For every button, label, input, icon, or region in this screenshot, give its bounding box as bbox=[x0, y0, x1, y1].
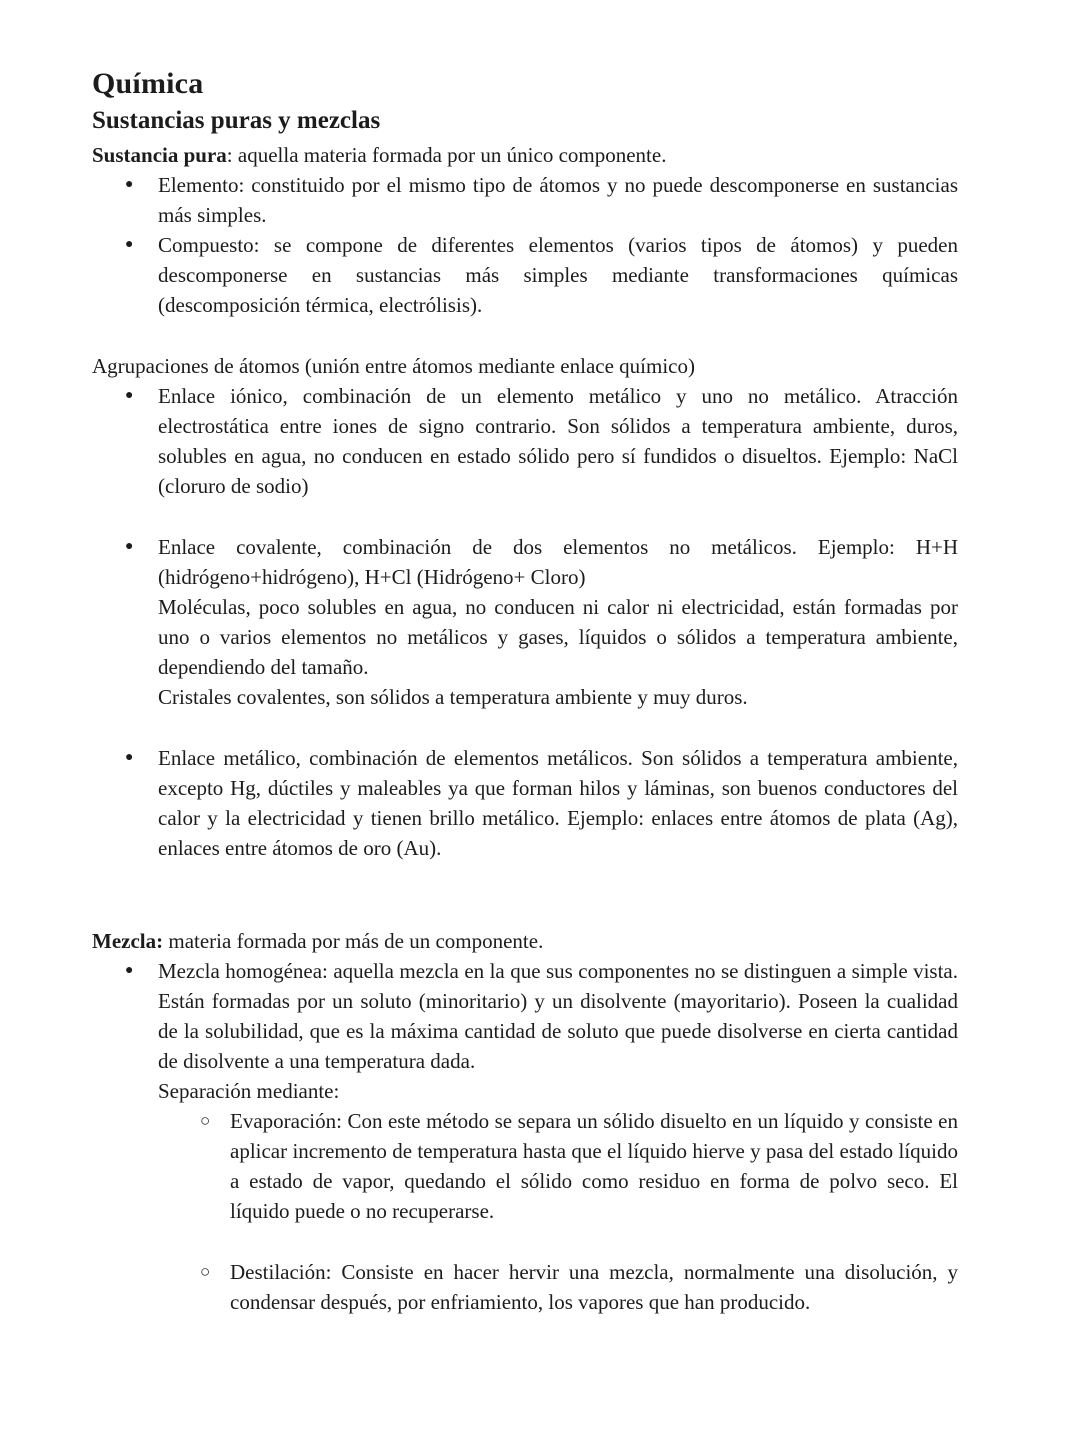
circle-bullet-icon: ○ bbox=[200, 1111, 211, 1130]
sub-bullet-item-evaporacion bbox=[200, 1106, 958, 1226]
sub-bullet-item-destilacion bbox=[200, 1257, 958, 1317]
bullet-item-compuesto bbox=[92, 230, 958, 320]
paragraph-lead: Sustancia pura bbox=[92, 143, 227, 167]
bullet-content bbox=[158, 532, 958, 712]
paragraph-rest: materia formada por más de un componente. bbox=[163, 929, 544, 953]
bullet-item-enlace-ionico bbox=[92, 381, 958, 501]
bullet-content bbox=[158, 956, 958, 1106]
bullet-icon: ● bbox=[125, 177, 134, 192]
bullet-text: Separación mediante: bbox=[158, 1079, 340, 1103]
bullet-text: Enlace iónico, combinación de un elemento metálico y uno no metálico. Atracción electrostática entre iones de signo contrario. Son sólidos a temperatura ambiente, duros, solubles en agua, no conducen en estado sólido pero sí fundidos o disueltos. Ejemplo: NaCl (cloruro de sodio) bbox=[158, 384, 958, 498]
bullet-text: Elemento: constituido por el mismo tipo de átomos y no puede descomponerse en sustancias más simples. bbox=[158, 173, 958, 227]
bullet-content bbox=[158, 743, 958, 863]
bullet-content bbox=[158, 381, 958, 501]
bullet-icon: ● bbox=[125, 750, 134, 765]
bullet-text: Mezcla homogénea: aquella mezcla en la que sus componentes no se distinguen a simple vista. Están formadas por un soluto (minoritario) y un disolvente (mayoritario). Poseen la cualidad de la solubilidad, que es la máxima cantidad de soluto que puede disolverse en cierta cantidad de disolvente a una temperatura dada. bbox=[158, 959, 958, 1073]
bullet-item-elemento bbox=[92, 170, 958, 230]
paragraph-rest: : aquella materia formada por un único componente. bbox=[226, 143, 667, 167]
bullet-text: Enlace covalente, combinación de dos elementos no metálicos. Ejemplo: H+H (hidrógeno+hidrógeno), H+Cl (Hidrógeno+ Cloro) bbox=[158, 535, 958, 589]
bullet-item-enlace-metalico bbox=[92, 743, 958, 863]
paragraph-sustancia-pura bbox=[92, 140, 958, 170]
doc-title: Química bbox=[92, 67, 204, 100]
sub-bullet-text: Evaporación: Con este método se separa un sólido disuelto en un líquido y consiste en aplicar incremento de temperatura hasta que el líquido hierve y pasa del estado líquido a estado de vapor, quedando el sólido como residuo en forma de polvo seco. El líquido puede o no recuperarse. bbox=[230, 1109, 958, 1223]
paragraph-mezcla bbox=[92, 926, 958, 956]
bullet-item-mezcla-homogenea bbox=[92, 956, 958, 1106]
bullet-icon: ● bbox=[125, 539, 134, 554]
bullet-content bbox=[158, 230, 958, 320]
doc-subtitle: Sustancias puras y mezclas bbox=[92, 107, 381, 134]
bullet-item-enlace-covalente bbox=[92, 532, 958, 712]
sub-bullet-content bbox=[230, 1257, 958, 1317]
bullet-icon: ● bbox=[125, 237, 134, 252]
sub-bullet-text: Destilación: Consiste en hacer hervir una mezcla, normalmente una disolución, y condensar después, por enfriamiento, los vapores que han producido. bbox=[230, 1260, 958, 1314]
circle-bullet-icon: ○ bbox=[200, 1262, 211, 1281]
bullet-icon: ● bbox=[125, 963, 134, 978]
bullet-content bbox=[158, 170, 958, 230]
bullet-text: Cristales covalentes, son sólidos a temperatura ambiente y muy duros. bbox=[158, 685, 748, 709]
bullet-text: Moléculas, poco solubles en agua, no conducen ni calor ni electricidad, están formadas por uno o varios elementos no metálicos y gases, líquidos o sólidos a temperatura ambiente, dependiendo del tamaño. bbox=[158, 595, 958, 679]
bullet-text: Enlace metálico, combinación de elementos metálicos. Son sólidos a temperatura ambiente, excepto Hg, dúctiles y maleables ya que forman hilos y láminas, son buenos conductores del calor y la electricidad y tienen brillo metálico. Ejemplo: enlaces entre átomos de plata (Ag), enlaces entre átomos de oro (Au). bbox=[158, 746, 958, 860]
bullet-icon: ● bbox=[125, 388, 134, 403]
sub-bullet-content bbox=[230, 1106, 958, 1226]
bullet-text: Compuesto: se compone de diferentes elementos (varios tipos de átomos) y pueden descomponerse en sustancias más simples mediante transformaciones químicas (descomposición térmica, electrólisis). bbox=[158, 233, 958, 317]
paragraph-lead: Mezcla: bbox=[92, 929, 164, 953]
paragraph-agrupaciones: Agrupaciones de átomos (unión entre átomos mediante enlace químico) bbox=[92, 354, 695, 378]
